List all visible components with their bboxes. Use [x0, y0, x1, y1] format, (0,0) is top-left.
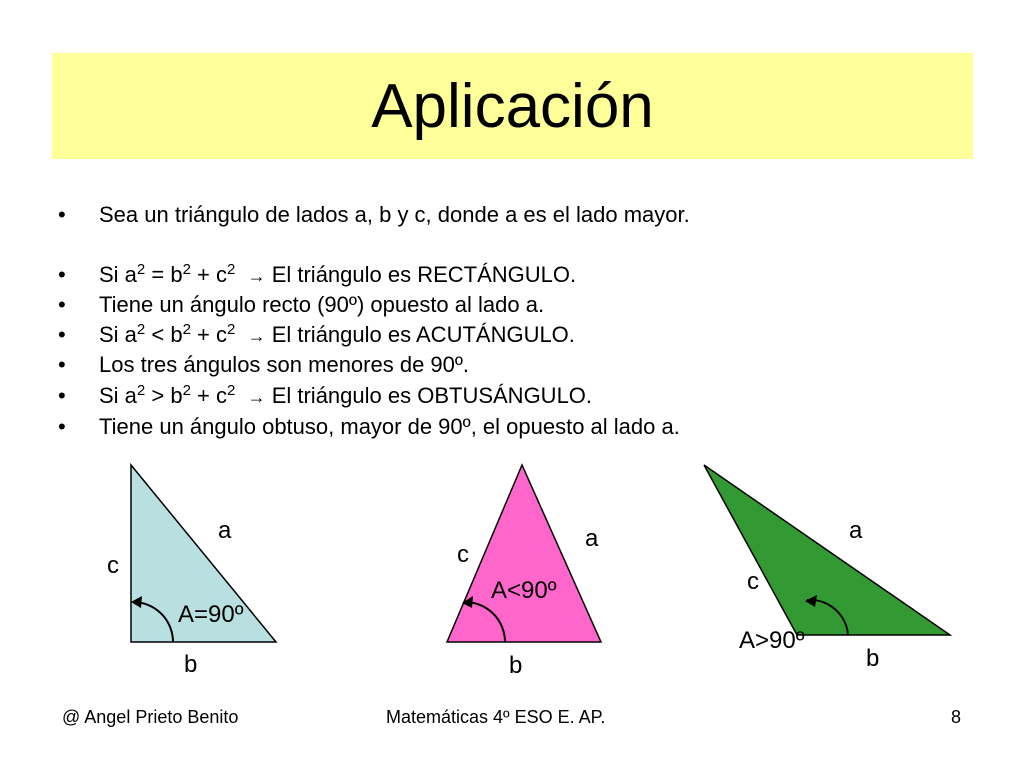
- bullet-text: Los tres ángulos son menores de 90º.: [99, 352, 470, 377]
- side-b-label: b: [866, 645, 880, 672]
- acute-triangle: [447, 465, 601, 642]
- bullet-text: Si $a^2 = b^2 + c^2 \to El$ triángulo es RECTÁNGULO.: [99, 261, 577, 287]
- footer-author: @ Angel Prieto Benito: [62, 707, 239, 727]
- page-number: 8: [951, 707, 962, 727]
- side-c-label: c: [457, 541, 469, 568]
- bullet-dot: •: [58, 383, 66, 408]
- obtuse-triangle-figure: [704, 465, 950, 672]
- bullet-text: Sea un triángulo de lados a, b y c, donde a es el lado mayor.: [99, 202, 690, 227]
- arrow-icon: →: [247, 387, 266, 407]
- arrow-icon: →: [247, 326, 266, 346]
- obtuse-triangle: [704, 465, 950, 635]
- bullet-dot: •: [58, 322, 66, 347]
- bullet-dot: •: [58, 202, 66, 227]
- footer-course: Matemáticas 4º ESO E. AP.: [386, 707, 606, 727]
- bullet-text: Si $a^2 < b^2 + c^2 \to El$ triángulo es ACUTÁNGULO.: [99, 321, 575, 347]
- side-c-label: c: [747, 568, 759, 595]
- angle-label: A<90º: [491, 577, 557, 604]
- side-a-label: a: [218, 517, 232, 544]
- bullet-dot: •: [58, 292, 66, 317]
- angle-label: A>90º: [739, 627, 805, 654]
- slide-title: Aplicación: [371, 72, 654, 141]
- side-a-label: a: [585, 525, 599, 552]
- bullet-dot: •: [58, 352, 66, 377]
- side-b-label: b: [509, 652, 523, 679]
- bullet-dot: •: [58, 262, 66, 287]
- bullet-text: Si $a^2 > b^2 + c^2 \to El$ triángulo es OBTUSÁNGULO.: [99, 382, 593, 408]
- bullet-text: Tiene un ángulo obtuso, mayor de 90º, el opuesto al lado a.: [99, 414, 680, 439]
- arrow-icon: →: [247, 266, 266, 286]
- bullet-dot: •: [58, 414, 66, 439]
- bullet-text: Tiene un ángulo recto (90º) opuesto al lado a.: [99, 292, 545, 317]
- side-b-label: b: [184, 651, 198, 678]
- right-triangle-figure: [107, 465, 276, 678]
- side-c-label: c: [107, 552, 119, 579]
- acute-triangle-figure: [447, 465, 601, 679]
- angle-label: A=90º: [178, 601, 244, 628]
- side-a-label: a: [849, 517, 863, 544]
